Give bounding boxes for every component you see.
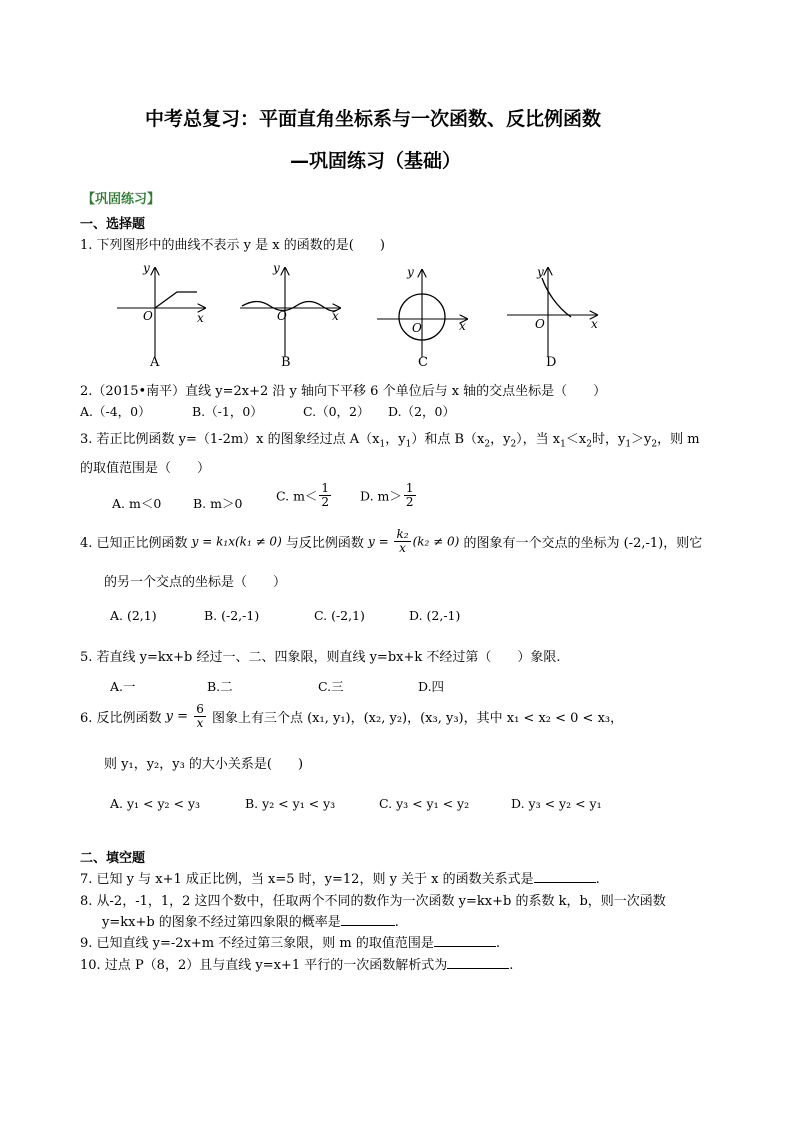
graph-b-y: y — [273, 262, 280, 275]
graph-c-origin: O — [412, 321, 422, 335]
q2-option-d: D.（2，0） — [388, 404, 455, 419]
question-7: 7. 已知 y 与 x+1 成正比例，当 x=5 时，y=12，则 y 关于 x 的函数关系式是 . — [80, 872, 600, 887]
q4-option-a: A. (2,1) — [110, 608, 157, 623]
q4-option-c: C. (-2,1) — [314, 608, 365, 623]
q3-option-b: B. m＞0 — [193, 496, 243, 511]
section-heading-choice: 一、选择题 — [80, 217, 146, 232]
q2-option-a: A.（-4，0） — [80, 404, 151, 419]
graph-d — [507, 265, 598, 370]
section-heading-fill: 二、填空题 — [80, 851, 146, 866]
q8-blank[interactable] — [341, 913, 395, 926]
q5-option-d: D.四 — [418, 679, 445, 694]
q6-option-c: C. y₃ < y₁ < y₂ — [379, 796, 470, 811]
q6-option-d: D. y₃ < y₂ < y₁ — [511, 796, 602, 811]
q3-option-d: D. m＞ $\frac{1}{2}$ — [360, 481, 414, 509]
question-4: 4. 已知正比例函数 y = k₁x(k₁ ≠ 0) 与反比例函数 y = $\frac{\text{k₂}}{x}$ (k₂ ≠ 0) 的图象有一个交点的坐标为 (-2,-1)，则它 — [80, 527, 703, 555]
graph-a-label: A — [150, 355, 160, 370]
question-8-line2: y=kx+b 的图象不经过第四象限的概率是 . — [102, 915, 399, 930]
question-3: 3. 若正比例函数 y=（1-2m）x 的图象经过点 $A(x_1$，$y_1$）和点 $B(x_2$，$y_2$），当 $x_1<x_2$时，$y_1>y_2$，则 m — [80, 432, 700, 450]
graph-a-x: x — [197, 311, 204, 325]
graph-b-label: B — [281, 355, 291, 370]
question-6-line2: 则 y₁，y₂，y₃ 的大小关系是( ) — [104, 757, 304, 772]
question-9: 9. 已知直线 y=-2x+m 不经过第三象限，则 m 的取值范围是 . — [80, 936, 500, 951]
graph-a-y: y — [143, 262, 150, 275]
graph-b — [240, 262, 340, 370]
question-5: 5. 若直线 y=kx+b 经过一、二、四象限，则直线 y=bx+k 不经过第（ ）象限. — [80, 650, 561, 665]
function-graphs — [105, 262, 625, 372]
q3-option-c: C. m＜ $\frac{1}{2}$ — [276, 481, 330, 509]
section-tag: 【巩固练习】 — [82, 192, 161, 207]
graph-d-origin: O — [535, 317, 545, 331]
graph-b-origin: O — [277, 309, 287, 323]
q4-option-b: B. (-2,-1) — [204, 608, 260, 623]
q4-option-d: D. (2,-1) — [409, 608, 461, 623]
q10-blank[interactable] — [447, 956, 509, 969]
question-10: 10. 过点 P（8，2）且与直线 y=x+1 平行的一次函数解析式为 . — [80, 958, 514, 973]
graph-d-x: x — [591, 317, 598, 331]
q3-option-a: A. m＜0 — [112, 496, 162, 511]
q9-blank[interactable] — [434, 934, 496, 947]
graph-a — [117, 262, 205, 370]
page-title: 中考总复习：平面直角坐标系与一次函数、反比例函数 — [145, 108, 602, 130]
graph-c-x: x — [459, 319, 466, 333]
q5-option-c: C.三 — [318, 679, 344, 694]
question-8: 8. 从-2，-1，1，2 这四个数中，任取两个不同的数作为一次函数 y=kx+b 的系数 k，b，则一次函数 — [80, 894, 666, 909]
question-3-line2: 的取值范围是（ ） — [80, 461, 211, 476]
graph-c-label: C — [418, 355, 428, 370]
graph-c-y: y — [407, 265, 414, 279]
q2-option-c: C.（0，2） — [303, 404, 370, 419]
graph-d-y: y — [537, 265, 544, 279]
q6-option-a: A. y₁ < y₂ < y₃ — [110, 796, 201, 811]
graph-d-label: D — [546, 355, 557, 370]
page-subtitle: —巩固练习（基础） — [290, 150, 462, 172]
q6-option-b: B. y₂ < y₁ < y₃ — [245, 796, 336, 811]
q5-option-a: A.一 — [110, 679, 136, 694]
question-4-line2: 的另一个交点的坐标是（ ） — [104, 575, 287, 590]
question-1: 1. 下列图形中的曲线不表示 y 是 x 的函数的是( ) — [80, 238, 385, 253]
graph-c — [377, 265, 467, 370]
q5-option-b: B.二 — [207, 679, 233, 694]
graph-a-origin: O — [143, 309, 153, 323]
q2-option-b: B.（-1，0） — [192, 404, 263, 419]
q7-blank[interactable] — [534, 870, 596, 883]
graph-b-x: x — [332, 309, 339, 323]
question-6: 6. 反比例函数 y = $\frac{6}{x}$ 图象上有三个点 (x₁, y₁)，(x₂, y₂)，(x₃, y₃)，其中 x₁ < x₂ < 0 < x₃， — [80, 702, 624, 730]
question-2: 2.（2015•南平）直线 y=2x+2 沿 y 轴向下平移 6 个单位后与 x 轴的交点坐标是（ ） — [80, 384, 607, 399]
